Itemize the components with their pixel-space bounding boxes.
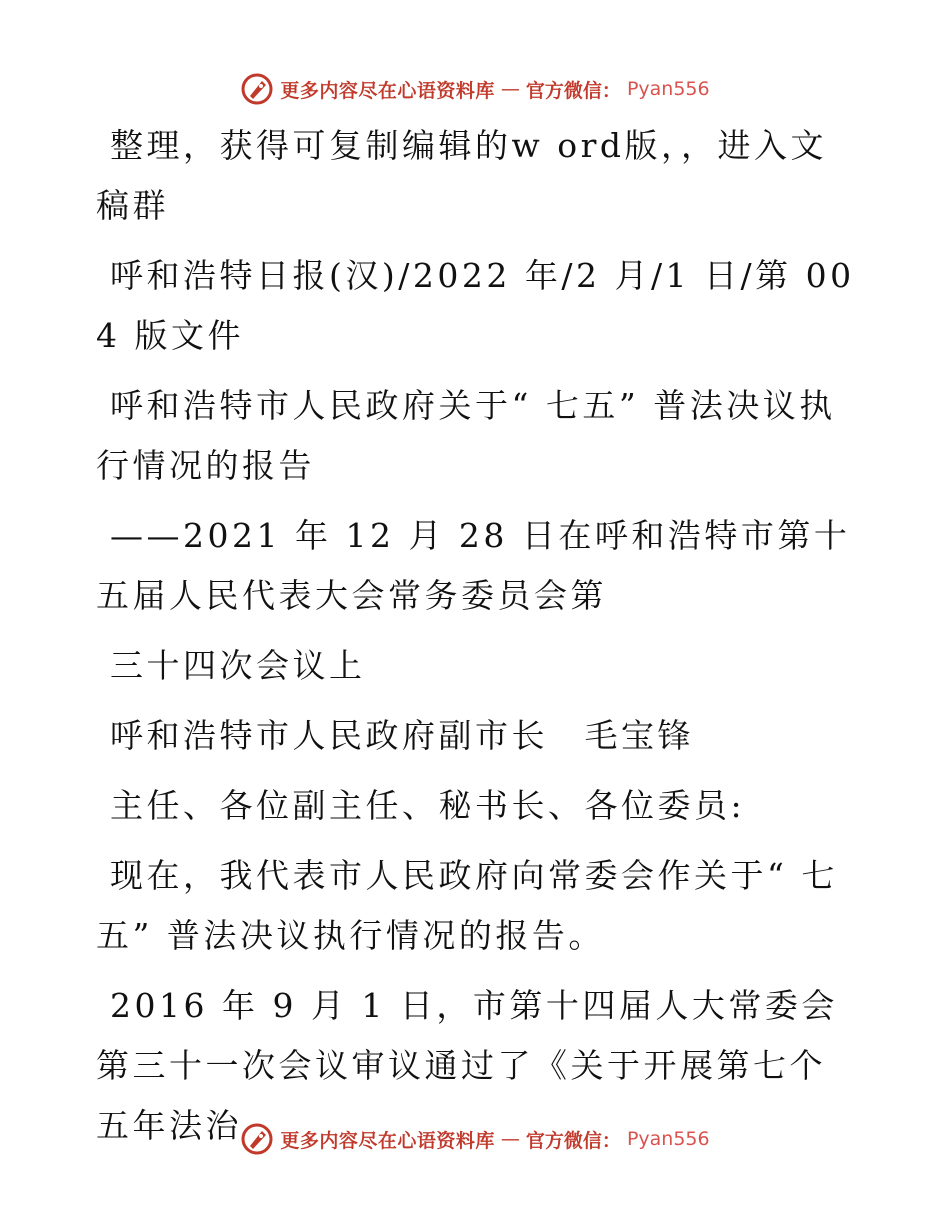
document-salutation: 主任、各位副主任、秘书长、各位委员: (110, 786, 746, 825)
pen-nib-logo-icon (240, 72, 274, 106)
document-paragraph: 现在，我代表市人民政府向常委会作关于“ 七五” 普法决议执行情况的报告。 (96, 856, 838, 955)
watermark-site-text: 更多内容尽在心语资料库 (280, 1129, 495, 1152)
watermark-site-text: 更多内容尽在心语资料库 (280, 79, 495, 102)
document-subtitle: ——2021 年 12 月 28 日在呼和浩特市第十五届人民代表大会常务委员会第 (96, 516, 851, 615)
watermark-wechat-id: Pyan556 (626, 78, 710, 100)
document-title: 呼和浩特市人民政府关于“ 七五” 普法决议执行情况的报告 (96, 386, 836, 485)
document-body (96, 116, 856, 1166)
document-paragraph: 整理，获得可复制编辑的w ord版，，进入文稿群 (96, 126, 828, 225)
watermark-separator: — (500, 1128, 520, 1150)
document-paragraph: 呼和浩特日报(汉)/2022 年/2 月/1 日/第 004 版文件 (96, 256, 855, 355)
watermark-wechat-label: 官方微信： (525, 1129, 621, 1152)
header-watermark (0, 72, 950, 106)
document-subtitle-continued: 三十四次会议上 (110, 646, 366, 685)
document-paragraph: 2016 年 9 月 1 日，市第十四届人大常委会第三十一次会议审议通过了《关于开展第七个五年法治 (96, 986, 838, 1145)
footer-watermark (0, 1122, 950, 1156)
watermark-wechat-label: 官方微信： (525, 79, 621, 102)
pen-nib-logo-icon (240, 1122, 274, 1156)
watermark-separator: — (500, 78, 520, 100)
document-author-line: 呼和浩特市人民政府副市长 毛宝锋 (110, 716, 694, 755)
watermark-wechat-id: Pyan556 (626, 1128, 710, 1150)
